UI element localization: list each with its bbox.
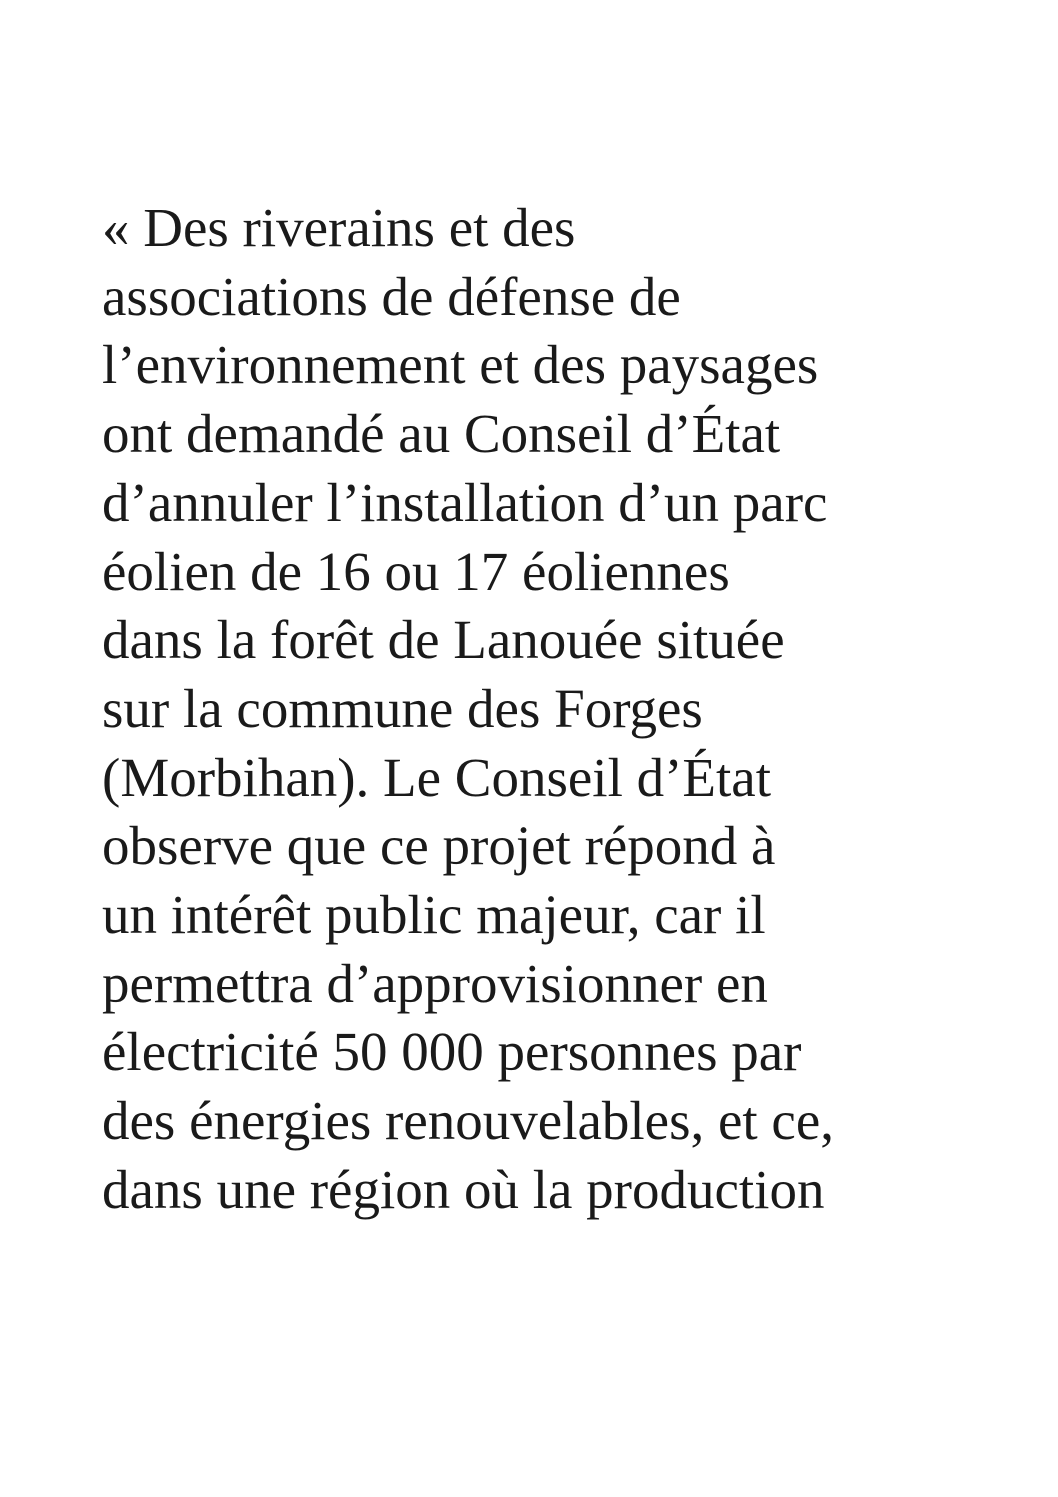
text-line: associations de défense de	[102, 265, 681, 327]
text-line: « Des riverains et des	[102, 197, 576, 258]
quote-paragraph	[102, 194, 1002, 1225]
text-line: un intérêt public majeur, car il	[102, 884, 766, 946]
text-line: permettra d’approvisionner en	[102, 952, 768, 1014]
text-line: des énergies renouvelables, et ce,	[102, 1090, 834, 1152]
text-line: dans la forêt de Lanouée située	[102, 609, 785, 671]
text-line: l’environnement et des paysages	[102, 334, 819, 396]
text-line: éolien de 16 ou 17 éoliennes	[102, 540, 730, 602]
text-line: sur la commune des Forges	[102, 677, 703, 739]
text-line: dans une région où la production	[102, 1158, 825, 1220]
text-line: électricité 50 000 personnes par	[102, 1021, 802, 1083]
text-line: observe que ce projet répond à	[102, 815, 776, 877]
text-line: d’annuler l’installation d’un parc	[102, 471, 828, 533]
text-line: ont demandé au Conseil d’État	[102, 403, 781, 465]
text-line: (Morbihan). Le Conseil d’État	[102, 746, 771, 808]
